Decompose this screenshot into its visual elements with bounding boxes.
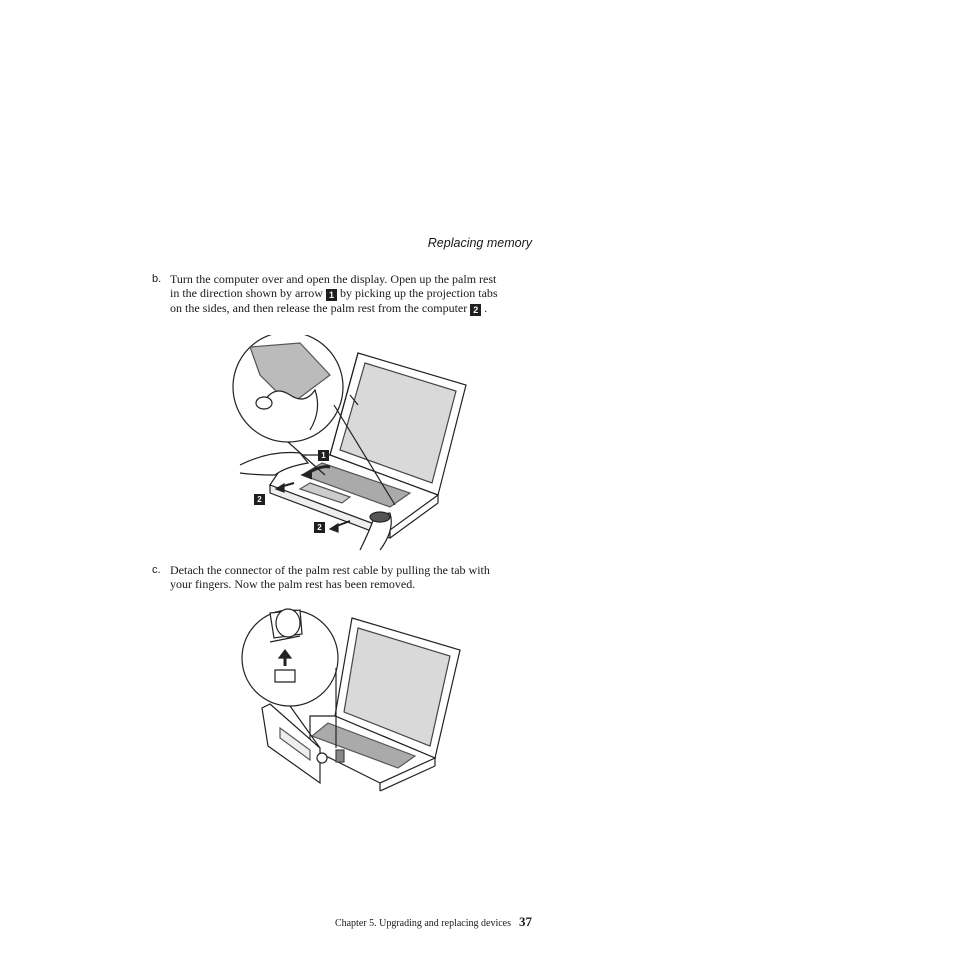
step-marker: b. <box>152 273 162 285</box>
page-footer <box>300 913 532 931</box>
laptop-connector-drawing <box>240 598 465 803</box>
step-line <box>170 286 537 301</box>
chapter-title: Chapter 5. Upgrading and replacing devices <box>334 918 511 929</box>
step-line: Turn the computer over and open the display. Open up the palm rest <box>170 272 497 286</box>
step-text-fragment: in the direction shown by arrow <box>170 286 323 300</box>
step-line: your fingers. Now the palm rest has been removed. <box>170 577 416 591</box>
step-c <box>152 563 537 591</box>
step-text-fragment: on the sides, and then release the palm rest from the computer <box>170 301 468 315</box>
connector-detach-illustration <box>240 598 465 803</box>
callout-badge: 1 <box>318 450 329 461</box>
palm-rest-removal-illustration <box>230 335 480 555</box>
step-text <box>170 272 537 316</box>
callout-badge: 2 <box>254 494 265 505</box>
step-line: Detach the connector of the palm rest cable by pulling the tab with <box>170 563 490 577</box>
callout-badge: 1 <box>326 289 337 301</box>
callout-badge: 2 <box>314 522 325 533</box>
step-marker: c. <box>152 564 161 576</box>
callout-badge: 2 <box>470 304 481 316</box>
step-text-fragment: . <box>484 301 488 315</box>
running-header: Replacing memory <box>427 236 532 250</box>
step-b <box>152 272 537 316</box>
page-number: 37 <box>519 914 532 929</box>
step-text <box>170 563 537 591</box>
laptop-palmrest-drawing <box>230 335 480 555</box>
step-line <box>170 301 537 316</box>
step-text-fragment: by picking up the projection tabs <box>339 286 498 300</box>
